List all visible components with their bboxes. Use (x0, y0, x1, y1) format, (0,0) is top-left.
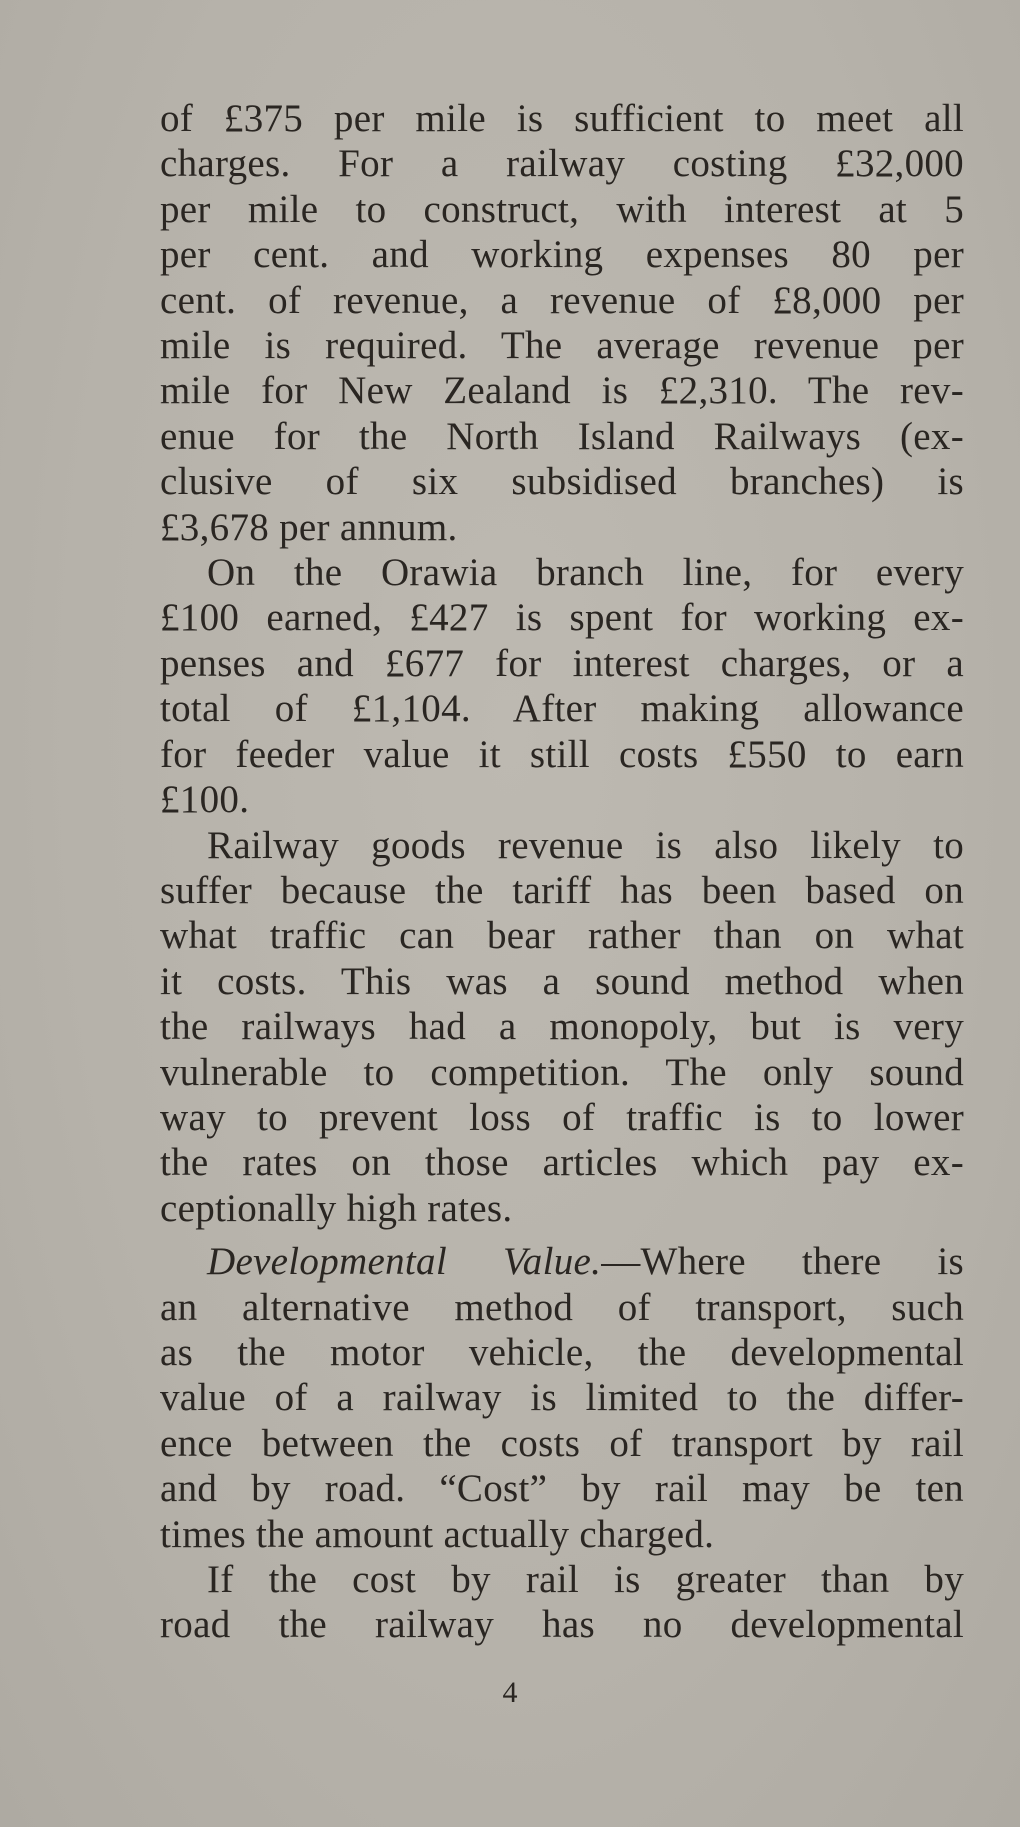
text-line: the railways had a monopoly, but is very (160, 1005, 964, 1049)
text-line: enue for the North Island Railways (ex- (160, 414, 964, 458)
text-line: what traffic can bear rather than on what (160, 914, 964, 958)
text-line: total of £1,104. After making allowance (160, 687, 964, 731)
text-line: vulnerable to competition. The only sound (160, 1050, 964, 1094)
paragraph-2 (160, 550, 964, 822)
paragraph-3 (160, 823, 964, 1232)
text-line: cent. of revenue, a revenue of £8,000 per (160, 278, 964, 322)
text-line: £100 earned, £427 is spent for working ex- (160, 596, 964, 640)
text-line: way to prevent loss of traffic is to lower (160, 1095, 964, 1139)
text-line: charges. For a railway costing £32,000 (160, 142, 964, 186)
paragraph-1 (160, 96, 964, 550)
text-line: suffer because the tariff has been based on (160, 868, 964, 912)
text-line: times the amount actually charged. (160, 1512, 715, 1556)
text-line: ceptionally high rates. (160, 1186, 513, 1230)
text-line (160, 1239, 964, 1284)
page-number: 4 (502, 1676, 518, 1709)
text-line: for feeder value it still costs £550 to earn (160, 732, 964, 776)
paragraph-5 (160, 1557, 964, 1648)
text-line: it costs. This was a sound method when (160, 959, 964, 1003)
text-line: mile is required. The average revenue per (160, 324, 964, 368)
text-line: £3,678 per annum. (160, 505, 458, 549)
text-line: mile for New Zealand is £2,310. The rev- (160, 369, 964, 413)
text-line: On the Orawia branch line, for every (207, 551, 964, 595)
text-line: If the cost by rail is greater than by (207, 1558, 964, 1601)
paragraph-gap (160, 1231, 964, 1239)
text-line: value of a railway is limited to the differ- (160, 1376, 964, 1420)
text-line: and by road. “Cost” by rail may be ten (160, 1467, 964, 1511)
text-line: an alternative method of transport, such (160, 1285, 964, 1329)
text-line: clusive of six subsidised branches) is (160, 460, 964, 504)
text-line: the rates on those articles which pay ex- (160, 1141, 964, 1185)
text-line: road the railway has no developmental (160, 1603, 964, 1647)
heading-continuation: —Where there is (601, 1240, 964, 1284)
text-line: £100. (160, 778, 250, 822)
text-line: per mile to construct, with interest at 5 (160, 187, 964, 231)
paragraph-4 (160, 1239, 964, 1557)
body-text (160, 96, 964, 1648)
text-line: of £375 per mile is sufficient to meet all (160, 97, 964, 140)
text-line: ence between the costs of transport by rail (160, 1421, 964, 1465)
text-line: as the motor vehicle, the developmental (160, 1330, 964, 1374)
text-line: penses and £677 for interest charges, or a (160, 641, 964, 685)
text-line: Railway goods revenue is also likely to (207, 823, 964, 867)
section-heading: Developmental Value. (207, 1240, 602, 1284)
text-line: per cent. and working expenses 80 per (160, 233, 964, 277)
